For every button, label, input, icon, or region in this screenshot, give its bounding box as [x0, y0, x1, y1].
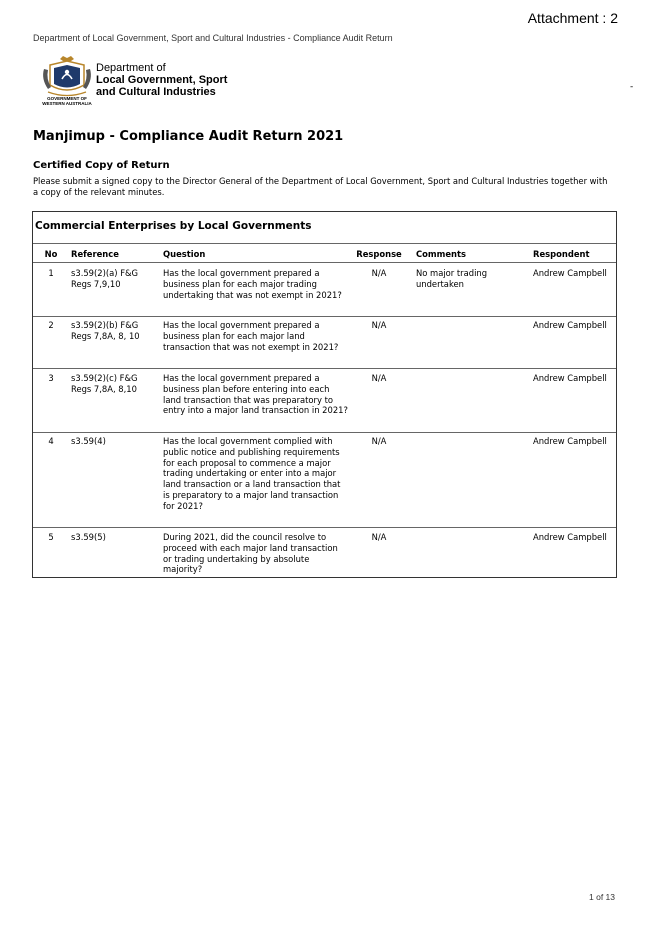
row-1-reference: s3.59(2)(a) F&G Regs 7,9,10	[71, 268, 139, 289]
header-comments: Comments	[416, 249, 466, 259]
row-3-respondent: Andrew Campbell	[533, 373, 607, 383]
compliance-table	[32, 211, 617, 578]
department-line3: and Cultural Industries	[96, 86, 216, 98]
row-4-reference: s3.59(4)	[71, 436, 106, 446]
row-1-respondent: Andrew Campbell	[533, 268, 607, 278]
row-5-response: N/A	[371, 532, 387, 542]
header-no: No	[44, 249, 58, 259]
row-1-question: Has the local government prepared a business plan for each major trading undertaking that was not exempt in 2021?	[163, 268, 342, 300]
page-number: 1 of 13	[589, 892, 615, 902]
header-question: Question	[163, 249, 206, 259]
row-1-response: N/A	[371, 268, 387, 278]
department-line1: Department of	[96, 62, 166, 74]
row-divider	[33, 527, 616, 528]
section-title-divider	[33, 243, 616, 244]
row-2-respondent: Andrew Campbell	[533, 320, 607, 330]
margin-dash: -	[630, 82, 634, 92]
row-divider	[33, 368, 616, 369]
header-response: Response	[356, 249, 402, 259]
row-2-no: 2	[48, 320, 54, 330]
department-name	[96, 62, 227, 98]
row-2-response: N/A	[371, 320, 387, 330]
row-5-no: 5	[48, 532, 54, 542]
row-1-no: 1	[48, 268, 54, 278]
header-reference: Reference	[71, 249, 119, 259]
section-title: Commercial Enterprises by Local Governments	[35, 220, 312, 232]
running-header: Department of Local Government, Sport and Cultural Industries - Compliance Audit Return	[33, 33, 393, 43]
crest-caption-line1: GOVERNMENT OF	[47, 96, 87, 101]
header-respondent: Respondent	[533, 249, 590, 259]
document-title: Manjimup - Compliance Audit Return 2021	[33, 129, 344, 144]
row-4-response: N/A	[371, 436, 387, 446]
row-5-reference: s3.59(5)	[71, 532, 106, 542]
row-4-question: Has the local government complied with public notice and publishing requirements for each proposal to commence a major trading undertaking or enter into a major land transaction or a land transaction that is preparatory to a major land transaction for 2021?	[163, 436, 341, 511]
row-4-no: 4	[48, 436, 54, 446]
row-5-question: During 2021, did the council resolve to proceed with each major land transaction or trading undertaking by absolute majority?	[163, 532, 338, 575]
row-3-question: Has the local government prepared a business plan before entering into each land transaction that was preparatory to entry into a major land transaction in 2021?	[163, 373, 348, 416]
attachment-label: Attachment : 2	[527, 10, 618, 26]
row-3-reference: s3.59(2)(c) F&G Regs 7,8A, 8,10	[71, 373, 138, 394]
row-5-respondent: Andrew Campbell	[533, 532, 607, 542]
crest-caption-line2: WESTERN AUSTRALIA	[42, 101, 92, 106]
row-3-response: N/A	[371, 373, 387, 383]
row-divider	[33, 432, 616, 433]
crest-caption	[38, 96, 96, 106]
row-divider	[33, 316, 616, 317]
row-3-no: 3	[48, 373, 54, 383]
row-2-reference: s3.59(2)(b) F&G Regs 7,8A, 8, 10	[71, 320, 140, 341]
instructions-text: Please submit a signed copy to the Director General of the Department of Local Government, Sport and Cultural Industries together with a copy of the relevant minutes.	[33, 176, 608, 197]
row-4-respondent: Andrew Campbell	[533, 436, 607, 446]
department-line2: Local Government, Sport	[96, 74, 228, 86]
row-2-question: Has the local government prepared a business plan for each major land transaction that was not exempt in 2021?	[163, 320, 339, 352]
row-1-comments: No major trading undertaken	[416, 268, 488, 289]
header-divider	[33, 262, 616, 263]
document-subtitle: Certified Copy of Return	[33, 160, 170, 171]
